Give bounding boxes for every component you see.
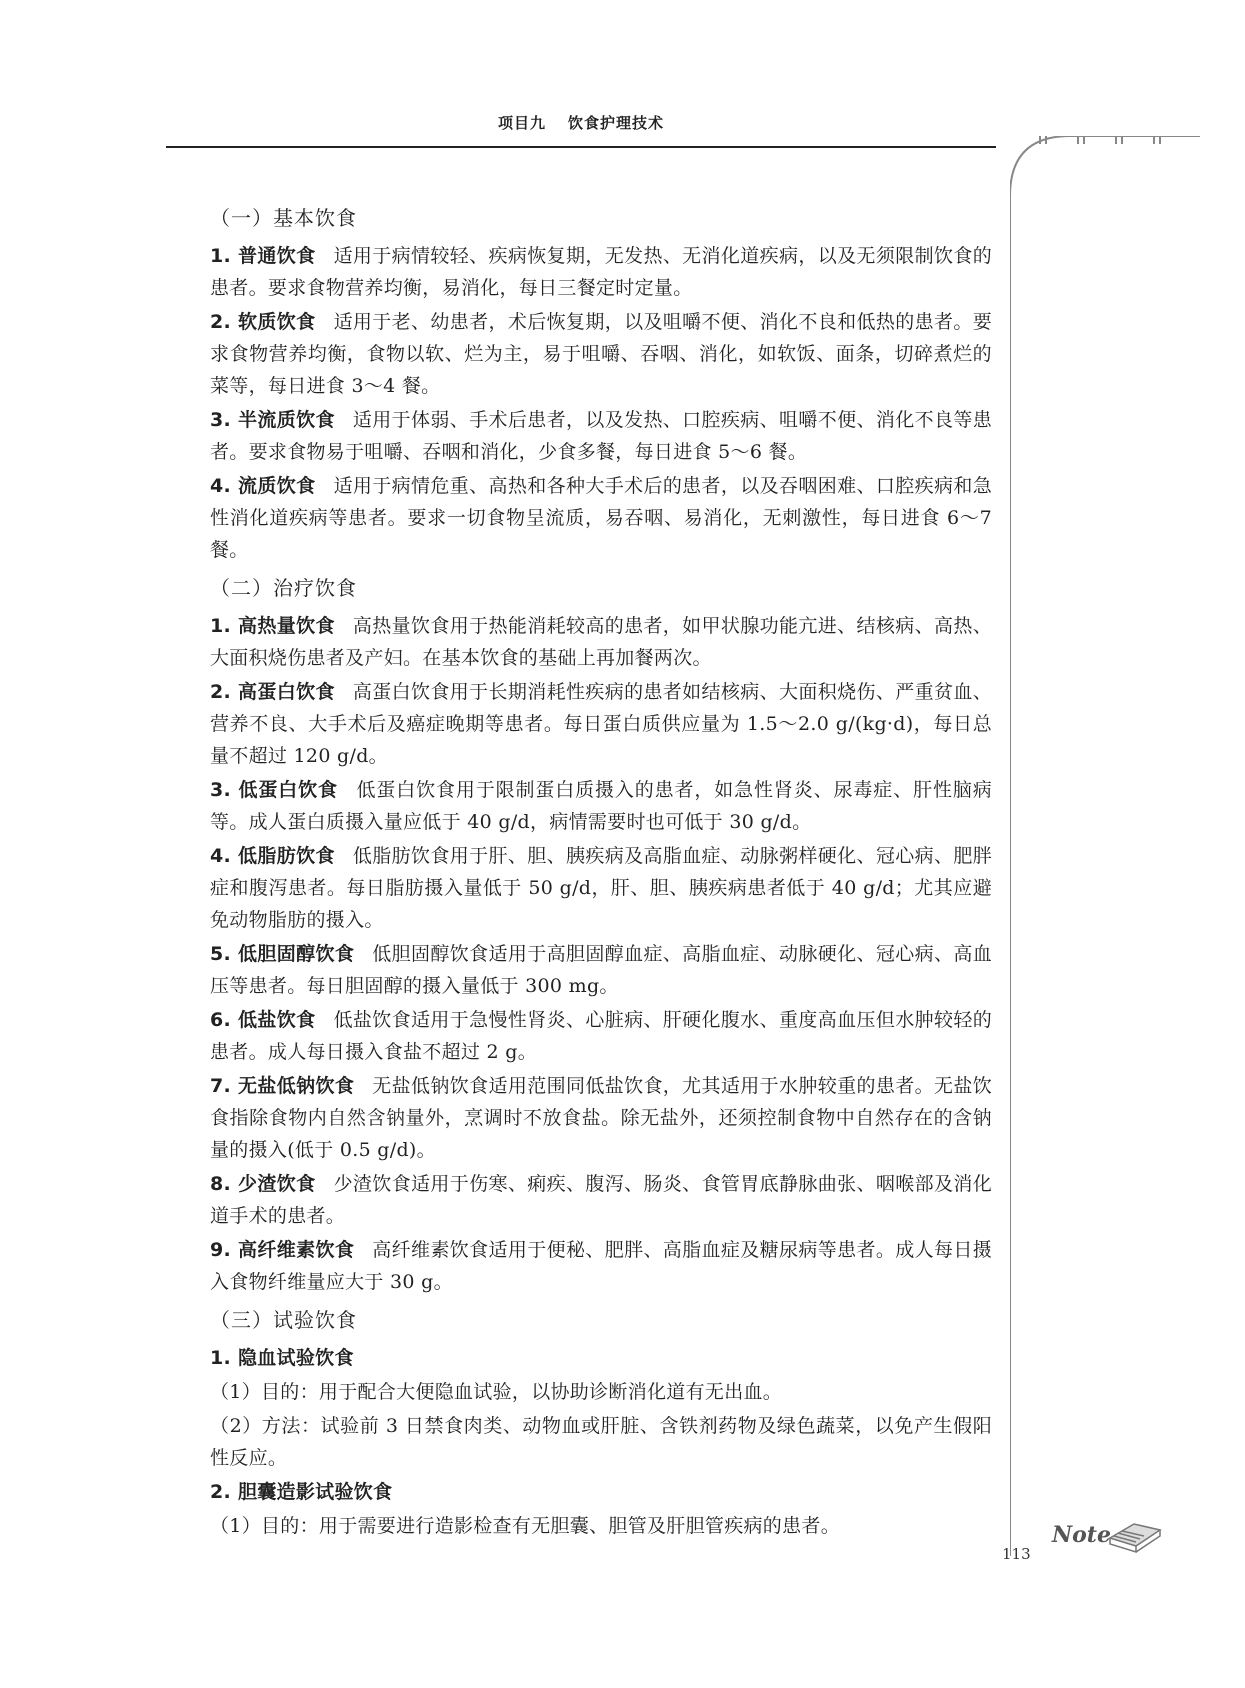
item-therapeutic-9 [210, 1234, 992, 1298]
item-text: 无盐低钠饮食适用范围同低盐饮食，尤其适用于水肿较重的患者。无盐饮食指除食物内自然含钠量外，烹调时不放食盐。除无盐外，还须控制食物中自然存在的含钠量的摄入(低于 0.5 g/d)。 [210, 1075, 992, 1161]
section-heading-therapeutic: （二）治疗饮食 [210, 576, 357, 600]
header-title: 饮食护理技术 [568, 114, 665, 132]
item-lead: 8. 少渣饮食 [210, 1173, 316, 1195]
item-lead: 2. 高蛋白饮食 [210, 681, 335, 703]
section-heading-test: （三）试验饮食 [210, 1308, 357, 1332]
item-lead: 5. 低胆固醇饮食 [210, 943, 355, 965]
item-basic-4 [210, 470, 992, 566]
margin-decoration [1010, 136, 1210, 1556]
section-heading-basic: （一）基本饮食 [210, 206, 357, 230]
item-lead: 1. 普通饮食 [210, 245, 316, 267]
item-therapeutic-4 [210, 840, 992, 936]
item-lead: 4. 流质饮食 [210, 475, 316, 497]
item-text: 适用于病情较轻、疾病恢复期，无发热、无消化道疾病，以及无须限制饮食的患者。要求食物营养均衡，易消化，每日三餐定时定量。 [210, 245, 993, 299]
item-lead: 1. 高热量饮食 [210, 615, 335, 637]
subsection-line: （2）方法：试验前 3 日禁食肉类、动物血或肝脏、含铁剂药物及绿色蔬菜，以免产生假阳性反应。 [210, 1415, 992, 1469]
item-therapeutic-7 [210, 1070, 992, 1166]
subsection-title-gallbladder: 2. 胆囊造影试验饮食 [210, 1481, 393, 1503]
item-text: 高纤维素饮食适用于便秘、肥胖、高脂血症及糖尿病等患者。成人每日摄入食物纤维量应大于 30 g。 [210, 1239, 992, 1293]
item-text: 适用于体弱、手术后患者，以及发热、口腔疾病、咀嚼不便、消化不良等患者。要求食物易于咀嚼、吞咽和消化，少食多餐，每日进食 5～6 餐。 [210, 409, 992, 463]
header-project: 项目九 [497, 114, 546, 132]
item-lead: 3. 半流质饮食 [210, 409, 335, 431]
item-basic-3 [210, 404, 992, 468]
item-text: 高热量饮食用于热能消耗较高的患者，如甲状腺功能亢进、结核病、高热、大面积烧伤患者及产妇。在基本饮食的基础上再加餐两次。 [210, 615, 992, 669]
item-therapeutic-2 [210, 676, 992, 772]
item-text: 低脂肪饮食用于肝、胆、胰疾病及高脂血症、动脉粥样硬化、冠心病、肥胖症和腹泻患者。每日脂肪摄入量低于 50 g/d，肝、胆、胰疾病患者低于 40 g/d；尤其应避免动物脂肪的摄入。 [210, 845, 992, 931]
item-therapeutic-1 [210, 610, 992, 674]
item-lead: 3. 低蛋白饮食 [210, 779, 338, 801]
item-lead: 6. 低盐饮食 [210, 1009, 316, 1031]
item-text: 适用于病情危重、高热和各种大手术后的患者，以及吞咽困难、口腔疾病和急性消化道疾病等患者。要求一切食物呈流质，易吞咽、易消化，无刺激性，每日进食 6～7 餐。 [210, 475, 993, 561]
item-text: 适用于老、幼患者，术后恢复期，以及咀嚼不便、消化不良和低热的患者。要求食物营养均衡，食物以软、烂为主，易于咀嚼、吞咽、消化，如软饭、面条，切碎煮烂的菜等，每日进食 3～4 餐。 [210, 311, 993, 397]
running-header [166, 112, 996, 133]
page-content [210, 196, 992, 1544]
item-text: 低盐饮食适用于急慢性肾炎、心脏病、肝硬化腹水、重度高血压但水肿较轻的患者。成人每日摄入食盐不超过 2 g。 [210, 1009, 993, 1063]
item-basic-1 [210, 240, 992, 304]
item-therapeutic-5 [210, 938, 992, 1002]
item-lead: 9. 高纤维素饮食 [210, 1239, 355, 1261]
note-label: Note [1052, 1522, 1111, 1548]
item-lead: 7. 无盐低钠饮食 [210, 1075, 355, 1097]
note-icon [1050, 1512, 1170, 1560]
item-lead: 2. 软质饮食 [210, 311, 316, 333]
item-text: 高蛋白饮食用于长期消耗性疾病的患者如结核病、大面积烧伤、严重贫血、营养不良、大手术后及癌症晚期等患者。每日蛋白质供应量为 1.5～2.0 g/(kg·d)，每日总量不超过 120 g/d。 [210, 681, 992, 767]
item-text: 低胆固醇饮食适用于高胆固醇血症、高脂血症、动脉硬化、冠心病、高血压等患者。每日胆固醇的摄入量低于 300 mg。 [210, 943, 992, 997]
page-number: 113 [1002, 1545, 1031, 1563]
item-therapeutic-3 [210, 774, 992, 838]
header-rule [166, 146, 996, 148]
item-therapeutic-8 [210, 1168, 992, 1232]
item-lead: 4. 低脂肪饮食 [210, 845, 335, 867]
subsection-title-occult-blood: 1. 隐血试验饮食 [210, 1347, 354, 1369]
item-therapeutic-6 [210, 1004, 992, 1068]
subsection-line: （1）目的：用于配合大便隐血试验，以协助诊断消化道有无出血。 [210, 1381, 783, 1403]
item-basic-2 [210, 306, 992, 402]
item-text: 低蛋白饮食用于限制蛋白质摄入的患者，如急性肾炎、尿毒症、肝性脑病等。成人蛋白质摄入量应低于 40 g/d，病情需要时也可低于 30 g/d。 [210, 779, 992, 833]
subsection-line: （1）目的：用于需要进行造影检查有无胆囊、胆管及肝胆管疾病的患者。 [210, 1515, 840, 1537]
item-text: 少渣饮食适用于伤寒、痢疾、腹泻、肠炎、食管胃底静脉曲张、咽喉部及消化道手术的患者。 [210, 1173, 993, 1227]
